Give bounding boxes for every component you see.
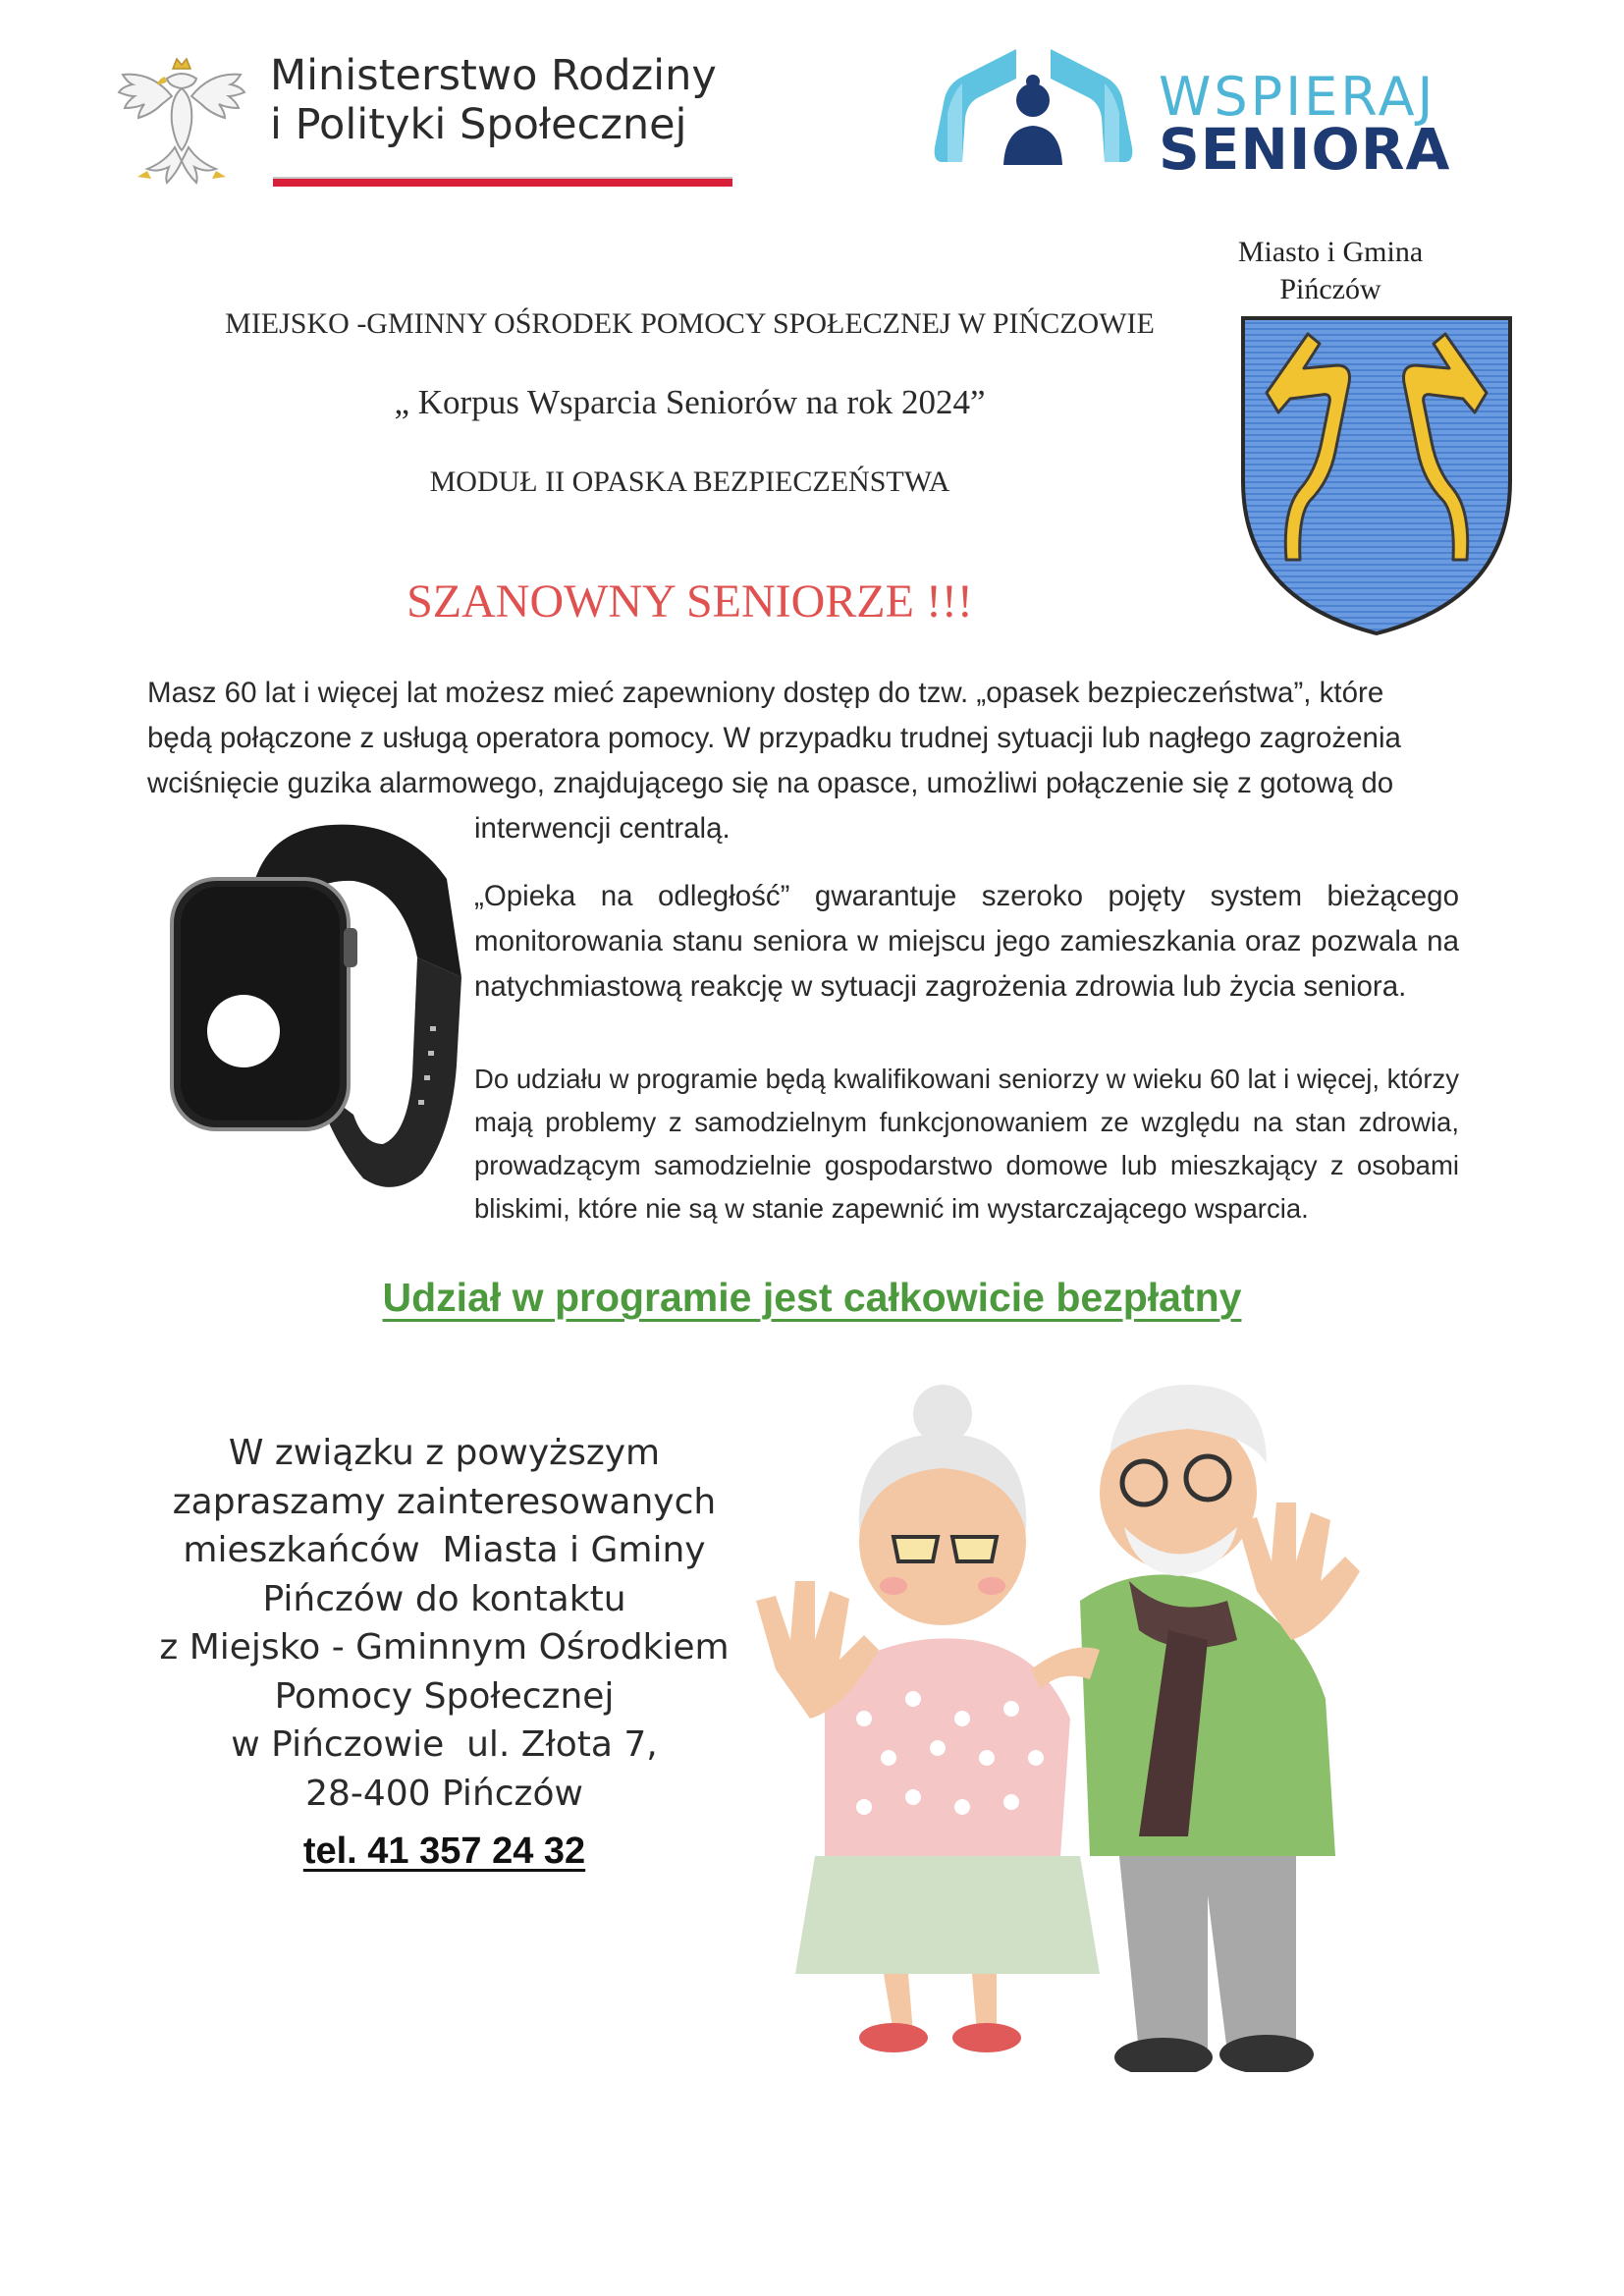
ministry-name-line1: Ministerstwo Rodziny	[270, 51, 717, 100]
invitation-line-6: Pomocy Społecznej	[274, 1675, 615, 1717]
municipality-label	[1227, 234, 1434, 308]
free-participation-notice	[0, 1275, 1624, 1321]
ministry-underline	[273, 177, 732, 187]
program-title: „ Korpus Wsparcia Seniorów na rok 2024”	[394, 383, 986, 421]
invitation-line-4: Pińczów do kontaktu	[262, 1578, 626, 1619]
phone-number-text: tel. 41 357 24 32	[302, 1831, 586, 1872]
wspieraj-seniora-logo-icon	[923, 39, 1144, 177]
safety-band-image	[167, 820, 466, 1198]
invitation-line-3: mieszkańców Miasta i Gminy	[183, 1530, 706, 1570]
paragraph-eligibility: Do udziału w programie będą kwalifikowani seniorzy w wieku 60 lat i więcej, którzy mają problemy z samodzielnym funkcjonowaniem ze względu na stan zdrowia, prowadzącym samodzielnie gospodarstwo domowe lub mieszkający z osobami bliskimi, które nie są w stanie zapewnić im wystarczającego wsparcia.	[474, 1064, 1459, 1224]
intro-line-4: interwencji centralą.	[474, 812, 731, 845]
invitation-block	[118, 1429, 771, 1818]
organization-heading: MIEJSKO -GMINNY OŚRODEK POMOCY SPOŁECZNEJ W PIŃCZOWIE	[225, 307, 1155, 340]
greeting-heading: SZANOWNY SENIORZE !!!	[406, 575, 973, 628]
invitation-line-2: zapraszamy zainteresowanych	[172, 1481, 717, 1522]
paragraph-care-at-distance: „Opieka na odległość” gwarantuje szeroko pojęty system bieżącego monitorowania stanu seniora w miejscu jego zamieszkania oraz pozwala na natychmiastową reakcję w sytuacji zagrożenia zdrowia lub życia seniora.	[474, 880, 1459, 1003]
module-heading: MODUŁ II OPASKA BEZPIECZEŃSTWA	[429, 465, 950, 498]
invitation-line-5: z Miejsko - Gminnym Ośrodkiem	[159, 1627, 730, 1667]
invitation-line-1: W związku z powyższym	[228, 1433, 661, 1473]
ministry-name	[270, 51, 717, 149]
phone-number	[118, 1831, 771, 1873]
campaign-word-2: SENIORA	[1159, 116, 1451, 183]
municipality-line1: Miasto i Gmina	[1237, 236, 1424, 268]
ministry-name-line2: i Polityki Społecznej	[270, 100, 687, 149]
municipality-line2: Pińczów	[1279, 273, 1381, 305]
intro-line-1: Masz 60 lat i więcej lat możesz mieć zapewniony dostęp do tzw. „opasek bezpieczeństwa”, które	[147, 677, 1384, 709]
intro-paragraph	[147, 671, 1473, 806]
polish-eagle-emblem	[108, 39, 255, 191]
intro-line-2: będą połączone z usługą operatora pomocy. W przypadku trudnej sytuacji lub nagłego zagrożenia	[147, 722, 1401, 754]
campaign-word-1: WSPIERAJ	[1159, 66, 1436, 128]
invitation-line-7: w Pińczowie ul. Złota 7,	[231, 1724, 658, 1765]
free-participation-text: Udział w programie jest całkowicie bezpłatny	[382, 1275, 1242, 1320]
invitation-line-8: 28-400 Pińczów	[305, 1773, 583, 1814]
senior-couple-illustration	[746, 1345, 1434, 2072]
intro-line-3: wciśnięcie guzika alarmowego, znajdującego się na opasce, umożliwi połączenie się z gotową do	[147, 767, 1394, 799]
